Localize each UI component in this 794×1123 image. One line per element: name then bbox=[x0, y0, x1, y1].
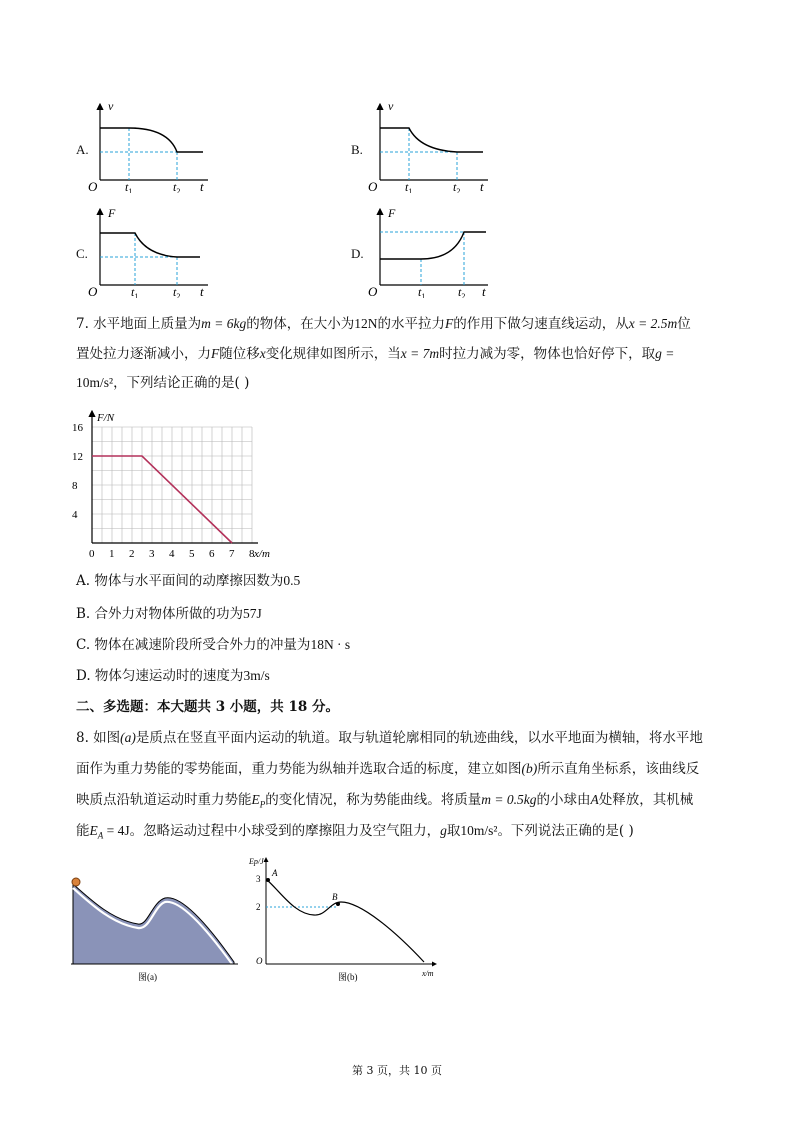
q7-option-a[interactable]: A. 物体与水平面间的动摩擦因数为0.5 bbox=[76, 573, 301, 589]
q8-line-3: 映质点沿轨道运动时重力势能$E_P$的变化情况，称为势能曲线。将质量m = 0.5kg的小球由A处释放，其机械 bbox=[76, 792, 694, 810]
potential-curve bbox=[266, 879, 424, 962]
ball-icon bbox=[72, 878, 80, 886]
x-tick-label: 1 bbox=[109, 548, 115, 560]
q8-line-1: 8. 如图(a)是质点在竖直平面内运动的轨道。取与轨道轮廓相同的轨迹曲线，以水平地面为横轴，将水平地 bbox=[76, 730, 703, 746]
option-c-letter: C. bbox=[76, 246, 88, 261]
x-tick-label: 3 bbox=[149, 548, 155, 560]
t2-label: $t_2$ bbox=[453, 180, 461, 193]
x-label: t bbox=[480, 179, 484, 193]
x-label: t bbox=[482, 284, 486, 298]
y-label: F bbox=[388, 206, 396, 220]
t2-label: $t_2$ bbox=[173, 285, 181, 298]
track-hill bbox=[73, 884, 234, 964]
y-tick-label: 4 bbox=[72, 509, 78, 521]
y-axis-label: F/N bbox=[97, 412, 115, 424]
y-label: v bbox=[108, 99, 114, 113]
origin-label: O bbox=[88, 284, 98, 298]
y-label: v bbox=[388, 99, 394, 113]
curve bbox=[380, 128, 483, 152]
x-tick-label: 2 bbox=[129, 548, 135, 560]
option-a-graph bbox=[88, 98, 218, 193]
option-d-letter: D. bbox=[351, 246, 364, 261]
y-tick-label: 12 bbox=[72, 451, 83, 463]
q7-option-c[interactable]: C. 物体在减速阶段所受合外力的冲量为18N · s bbox=[76, 637, 351, 653]
x-tick-label: 6 bbox=[209, 548, 215, 560]
y-tick-2: 2 bbox=[256, 902, 261, 912]
option-b-graph bbox=[368, 98, 498, 193]
point-b-marker bbox=[336, 902, 340, 906]
t2-label: $t_2$ bbox=[458, 285, 466, 298]
option-c-graph bbox=[88, 203, 218, 298]
q7-line-2: 置处拉力逐渐减小，力F随位移x变化规律如图所示，当x = 7m时拉力减为零，物体也恰好停下，取g = bbox=[76, 346, 675, 362]
x-tick-label: 4 bbox=[169, 548, 175, 560]
q7-option-b[interactable]: B. 合外力对物体所做的功为57J bbox=[76, 606, 262, 622]
origin-label: O bbox=[368, 284, 378, 298]
t2-label: $t_2$ bbox=[173, 180, 181, 193]
figure-b-potential-curve bbox=[246, 852, 446, 984]
figure-b-caption: 图(b) bbox=[338, 972, 358, 982]
y-label: F bbox=[108, 206, 116, 220]
x-tick-label: 7 bbox=[229, 548, 235, 560]
x-tick-label: 5 bbox=[189, 548, 195, 560]
y-axis-label: Ep/J bbox=[249, 857, 264, 866]
y-tick-label: 16 bbox=[72, 422, 83, 434]
origin-label: O bbox=[256, 956, 263, 966]
point-b-label: B bbox=[332, 892, 338, 902]
option-d-graph bbox=[368, 203, 498, 298]
t1-label: $t_1$ bbox=[418, 285, 426, 298]
point-a-marker bbox=[266, 878, 270, 882]
t1-label: $t_1$ bbox=[125, 180, 133, 193]
option-b-letter: B. bbox=[351, 142, 363, 157]
figure-a-track bbox=[68, 872, 246, 984]
y-tick-3: 3 bbox=[256, 874, 261, 884]
page-footer: 第 3 页，共 10 页 bbox=[352, 1064, 442, 1077]
t1-label: $t_1$ bbox=[405, 180, 413, 193]
q7-option-d[interactable]: D. 物体匀速运动时的速度为3m/s bbox=[76, 668, 270, 684]
curve bbox=[100, 128, 203, 152]
origin-label: O bbox=[88, 179, 98, 193]
t1-label: $t_1$ bbox=[131, 285, 139, 298]
x-label: t bbox=[200, 284, 204, 298]
option-a-letter: A. bbox=[76, 142, 89, 157]
q8-line-4: 能$E_A = 4J$。忽略运动过程中小球受到的摩擦阻力及空气阻力，g取10m/s²。下列说法正确的是( ) bbox=[76, 823, 634, 841]
q7-line-3: 10m/s²，下列结论正确的是( ) bbox=[76, 375, 250, 391]
section-heading: 二、多选题：本大题共 3 小题，共 18 分。 bbox=[76, 699, 339, 715]
x-tick-label: 8 bbox=[249, 548, 255, 560]
q8-line-2: 面作为重力势能的零势能面，重力势能为纵轴并选取合适的标度，建立如图(b)所示直角坐标系，该曲线反 bbox=[76, 761, 700, 777]
origin-label: O bbox=[368, 179, 378, 193]
force-displacement-chart bbox=[70, 405, 300, 563]
x-label: t bbox=[200, 179, 204, 193]
y-tick-label: 8 bbox=[72, 480, 78, 492]
x-axis-label: x/m bbox=[254, 548, 270, 560]
figure-a-caption: 图(a) bbox=[138, 972, 157, 982]
curve bbox=[100, 233, 200, 257]
curve bbox=[380, 232, 486, 259]
point-a-label: A bbox=[272, 868, 278, 878]
x-axis-label: x/m bbox=[422, 969, 434, 978]
x-tick-label: 0 bbox=[89, 548, 95, 560]
q7-line-1: 7. 水平地面上质量为m = 6kg的物体，在大小为12N的水平拉力F的作用下做匀速直线运动，从x = 2.5m位 bbox=[76, 316, 691, 332]
